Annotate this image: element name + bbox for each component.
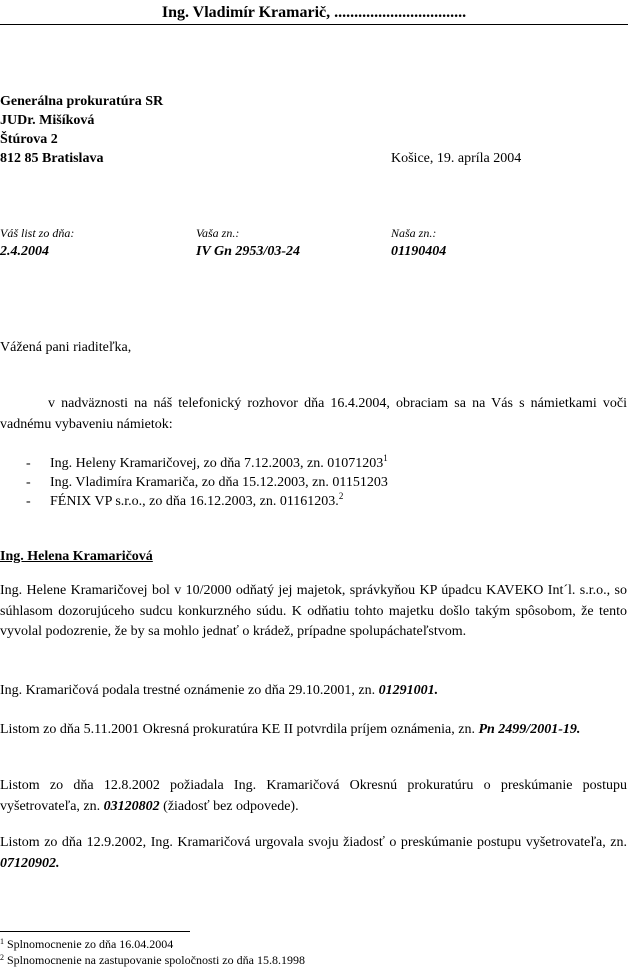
list-item — [50, 473, 388, 492]
footnote-1 — [0, 937, 173, 951]
paragraph-4-ref: 03120802 — [103, 798, 160, 814]
paragraph-3-text: Listom zo dňa 5.11.2001 Okresná prokuratúra KE II potvrdila príjem oznámenia, zn. — [0, 722, 479, 737]
your-ref-label: Vaša zn.: — [196, 226, 240, 240]
footnote-ref: 1 — [383, 453, 388, 463]
footnote-ref: 2 — [338, 491, 344, 501]
paragraph-5-ref: 07120902. — [0, 855, 60, 871]
list-dash: - — [26, 475, 31, 490]
paragraph-4 — [0, 776, 627, 817]
section-heading: Ing. Helena Kramaričová — [0, 549, 153, 564]
footnote-2 — [0, 953, 305, 967]
your-letter-value: 2.4.2004 — [0, 244, 49, 259]
paragraph-4-text: Listom zo dňa 12.8.2002 požiadala Ing. Kramaričová Okresnú prokuratúru o preskúmanie postupu vyšetrovateľa, zn. — [0, 778, 627, 814]
paragraph-5-text: Listom zo dňa 12.9.2002, Ing. Kramaričová urgovala svoju žiadosť o preskúmanie postupu vyšetrovateľa, zn. — [0, 835, 627, 850]
footnote-separator — [0, 931, 190, 932]
footnote-number: 2 — [0, 953, 4, 962]
paragraph-2 — [0, 681, 627, 702]
paragraph-2-ref: 01291001. — [378, 683, 439, 698]
letterhead-title: Ing. Vladimír Kramarič, ................................. — [161, 4, 467, 21]
recipient-street: Štúrova 2 — [0, 132, 58, 147]
list-dash: - — [26, 494, 31, 509]
salutation: Vážená pani riaditeľka, — [0, 340, 132, 355]
list-item-text: Ing. Vladimíra Kramariča, zo dňa 15.12.2003, zn. 01151203 — [50, 475, 388, 490]
paragraph-1: Ing. Helene Kramaričovej bol v 10/2000 odňatý jej majetok, správkyňou KP úpadcu KAVEKO Int´l. s.r.o., so súhlasom dozorujúceho sudcu konkurzného súdu. K odňatiu tohto majetku došlo takým spôsobom, že tento vyvolal podozrenie, že by sa mohlo jednať o krádež, prípadne spolupáchateľstvom. — [0, 583, 627, 639]
paragraph-3-ref: Pn 2499/2001-19. — [478, 722, 581, 737]
list-item-text: Ing. Heleny Kramaričovej, zo dňa 7.12.2003, zn. 01071203 — [50, 456, 384, 471]
footnote-text: Splnomocnenie na zastupovanie spoločnosti zo dňa 15.8.1998 — [7, 953, 305, 967]
list-dash: - — [26, 456, 31, 471]
paragraph-2-text: Ing. Kramaričová podala trestné oznámenie zo dňa 29.10.2001, zn. — [0, 683, 379, 698]
paragraph-5 — [0, 833, 627, 874]
our-ref-label: Naša zn.: — [391, 226, 437, 240]
recipient-city: 812 85 Bratislava — [0, 151, 104, 166]
footnote-text: Splnomocnenie zo dňa 16.04.2004 — [7, 937, 174, 951]
our-ref-value: 01190404 — [391, 244, 447, 259]
paragraph-4-tail: (žiadosť bez odpovede). — [159, 798, 299, 814]
your-ref-value: IV Gn 2953/03-24 — [196, 244, 300, 259]
recipient-person: JUDr. Mišíková — [0, 113, 95, 128]
list-item — [50, 454, 388, 473]
intro-paragraph: v nadväznosti na náš telefonický rozhovor dňa 16.4.2004, obraciam sa na Vás s námietkami voči vadnému vybaveniu námietok: — [0, 396, 627, 432]
letterhead-rule — [0, 24, 628, 25]
footnote-number: 1 — [0, 937, 4, 946]
letter-date: Košice, 19. apríla 2004 — [391, 151, 522, 166]
list-item — [50, 492, 343, 511]
recipient-institution: Generálna prokuratúra SR — [0, 94, 164, 109]
your-letter-label: Váš list zo dňa: — [0, 226, 75, 240]
paragraph-3 — [0, 720, 627, 741]
list-item-text: FÉNIX VP s.r.o., zo dňa 16.12.2003, zn. 01161203. — [50, 494, 339, 509]
